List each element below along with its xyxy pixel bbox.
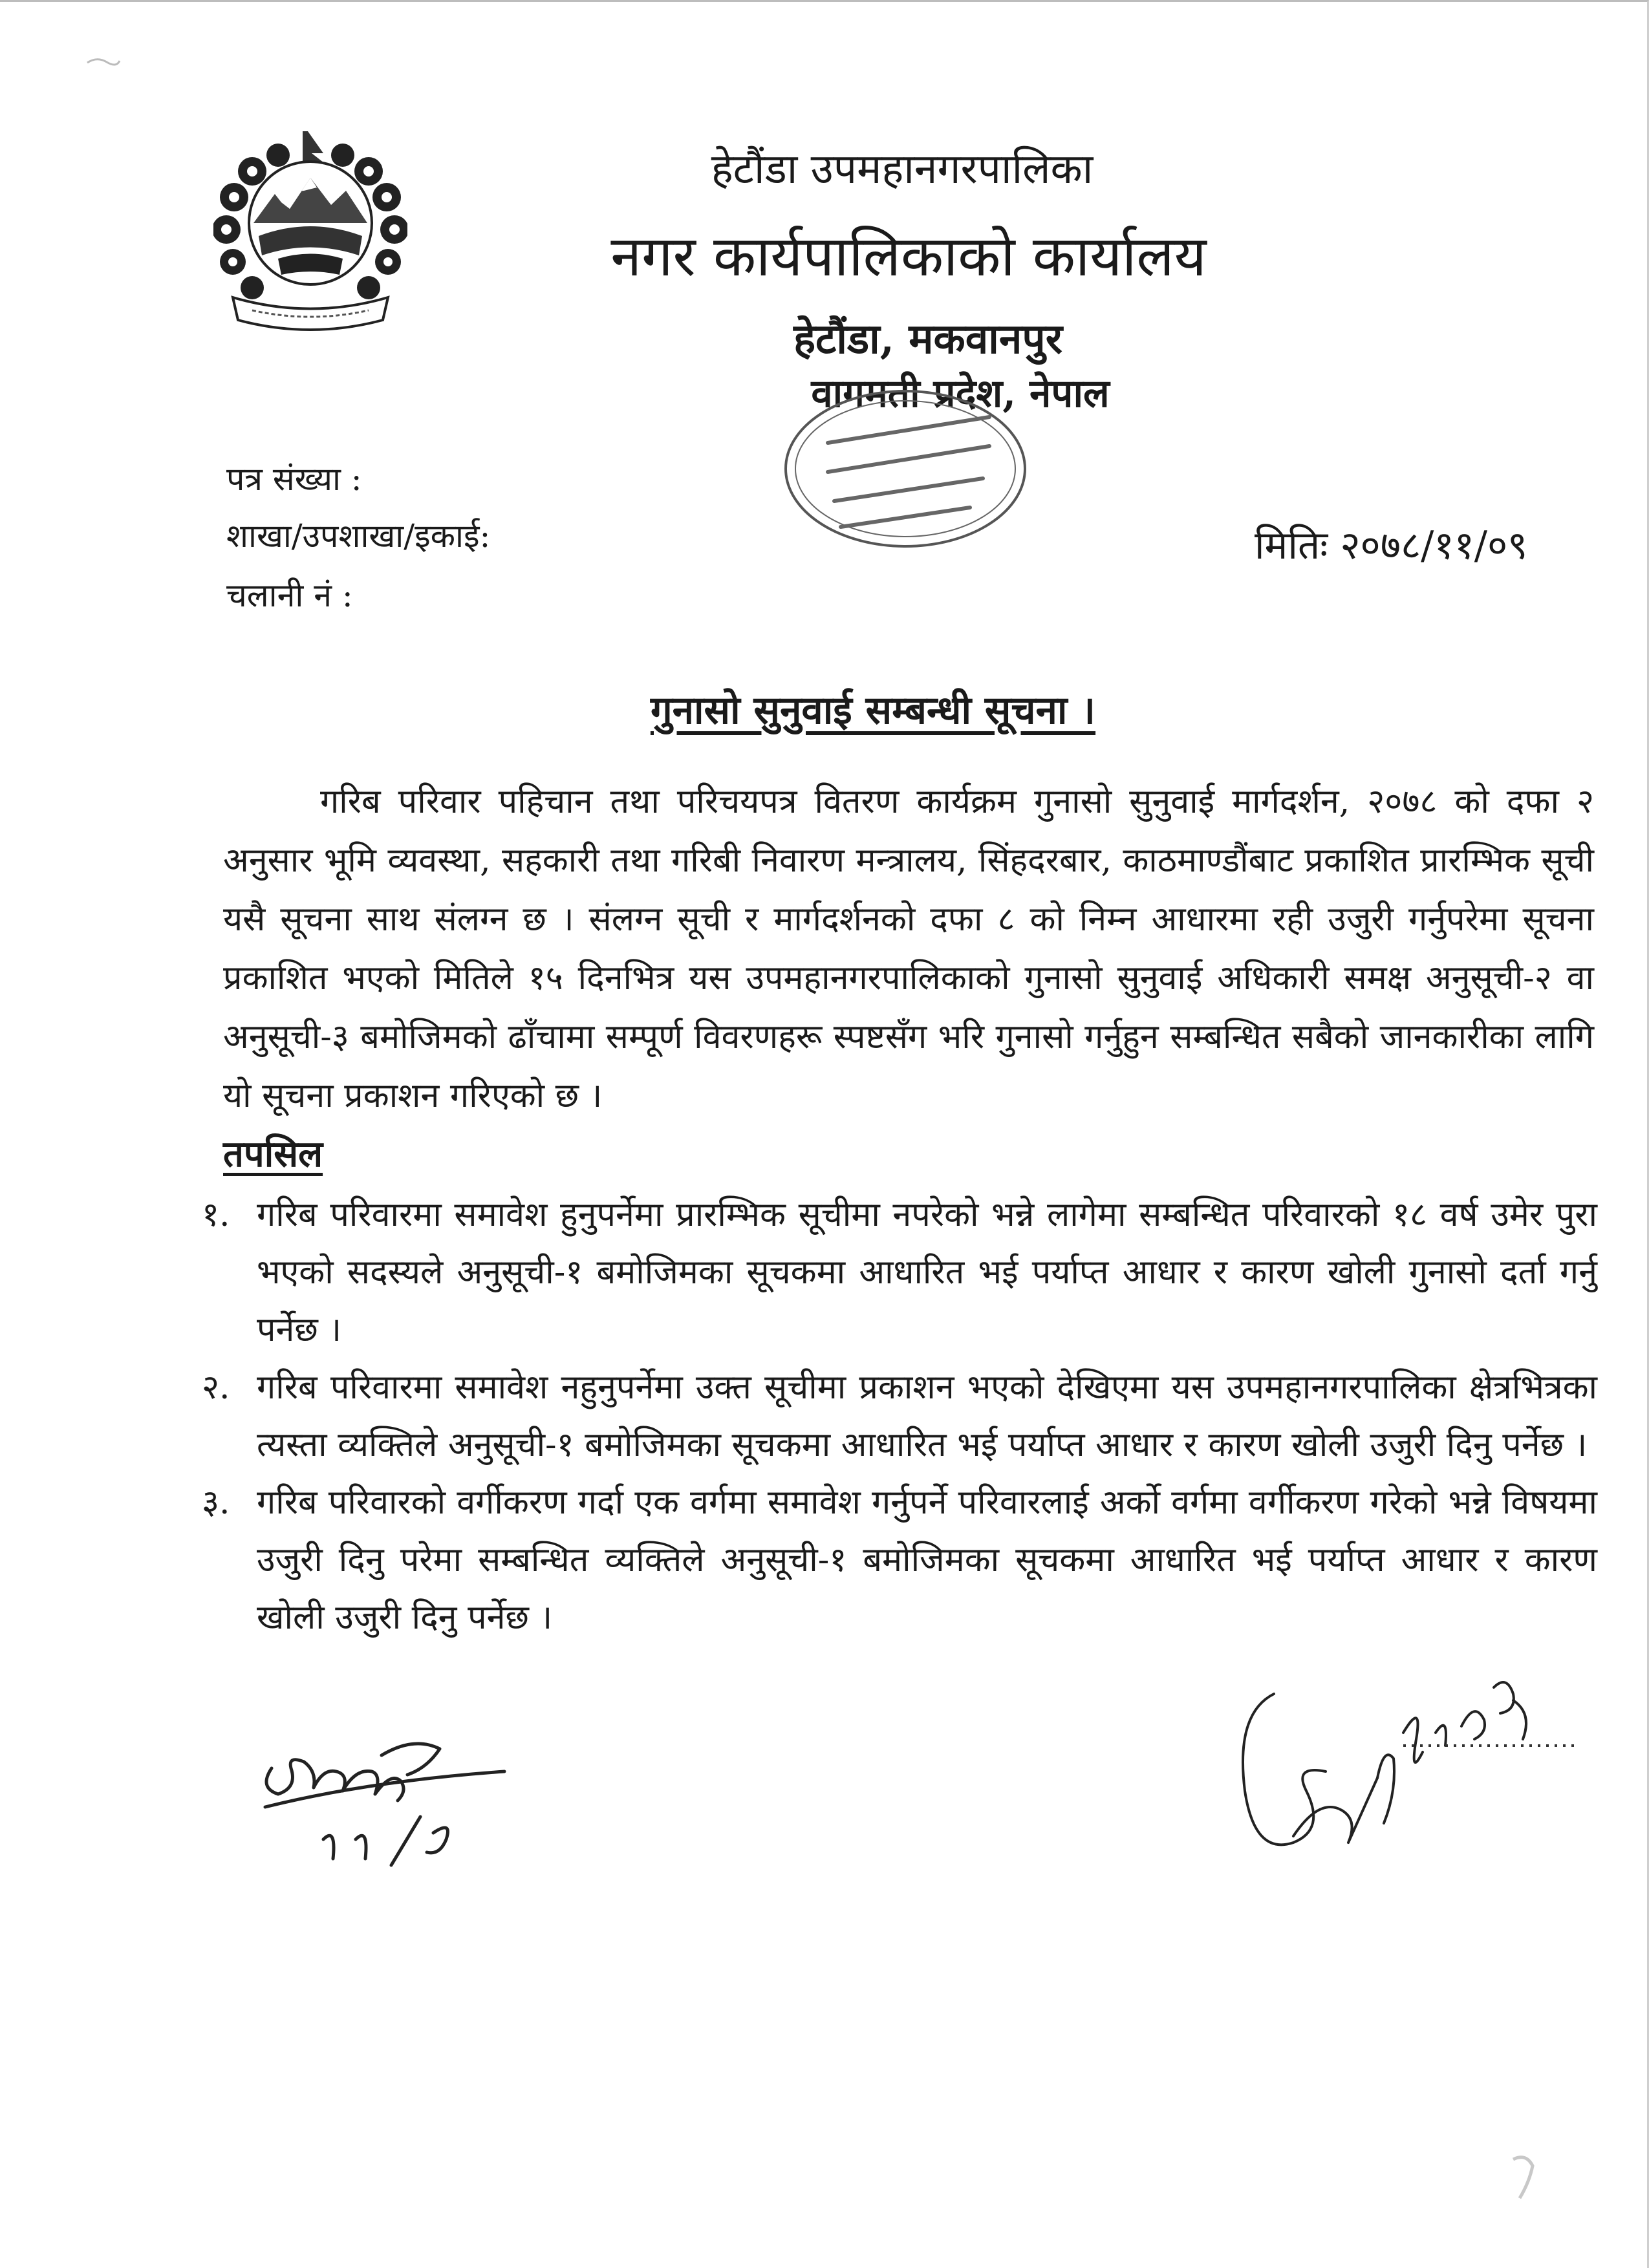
paper-speck xyxy=(84,53,123,72)
office-address-city: हेटौंडा, मकवानपुर xyxy=(793,315,1062,363)
details-item-text: गरिब परिवारमा समावेश हुनुपर्नेमा प्रारम्भिक सूचीमा नपरेको भन्ने लागेमा सम्बन्धित परिवारको १८ वर्ष उमेर पुरा भएको सदस्यले अनुसूची-१ बमोजिमका सूचकमा आधारित भई पर्याप्त आधार र कारण खोली गुनासो दर्ता गर्नु पर्नेछ । xyxy=(257,1195,1597,1349)
office-name: नगर कार्यपालिकाको कार्यालय xyxy=(610,224,1207,289)
details-heading: तपसिल xyxy=(223,1133,323,1175)
notice-title-text: गुनासो सुनुवाई सम्बन्धी सूचना । xyxy=(650,688,1096,733)
left-signature-initials xyxy=(252,1710,524,1904)
right-signature xyxy=(1229,1662,1591,1894)
dispatch-number-label: चलानी नं : xyxy=(226,577,353,614)
details-item-2 xyxy=(202,1359,1597,1474)
details-item-number: १. xyxy=(202,1195,230,1234)
details-item-text: गरिब परिवारमा समावेश नहुनुपर्नेमा उक्त सूचीमा प्रकाशन भएको देखिएमा यस उपमहानगरपालिका क्षेत्रभित्रका त्यस्ता व्यक्तिले अनुसूची-१ बमोजिमका सूचकमा आधारित भई पर्याप्त आधार र कारण खोली उजुरी दिनु पर्नेछ । xyxy=(257,1368,1597,1464)
notice-date: मितिः २०७८/११/०९ xyxy=(1255,523,1528,568)
details-list xyxy=(202,1186,1597,1647)
branch-label: शाखा/उपशाखा/इकाई: xyxy=(226,517,491,555)
notice-title xyxy=(0,682,1649,735)
details-item-1 xyxy=(202,1186,1597,1359)
notice-body: गरिब परिवार पहिचान तथा परिचयपत्र वितरण कार्यक्रम गुनासो सुनुवाई मार्गदर्शन, २०७८ को दफा २ अनुसार भूमि व्यवस्था, सहकारी तथा गरिबी निवारण मन्त्रालय, सिंहदरबार, काठमाण्डौंबाट प्रकाशित प्रारम्भिक सूची यसै सूचना साथ संलग्न छ । संलग्न सूची र मार्गदर्शनको दफा ८ को निम्न आधारमा रही उजुरी गर्नुपरेमा सूचना प्रकाशित भएको मितिले १५ दिनभित्र यस उपमहानगरपालिकाको गुनासो सुनुवाई अधिकारी समक्ष अनुसूची-२ वा अनुसूची-३ बमोजिमको ढाँचामा सम्पूर्ण विवरणहरू स्पष्टसँग भरि गुनासो गर्नुहुन सम्बन्धित सबैको जानकारीका लागि यो सूचना प्रकाशन गरिएको छ । xyxy=(223,782,1594,1115)
letter-number-label: पत्र संख्या : xyxy=(226,460,362,498)
office-address-province: वागमती प्रदेश, नेपाल xyxy=(811,371,1110,416)
details-item-3 xyxy=(202,1474,1597,1647)
details-item-number: ३. xyxy=(202,1483,230,1522)
office-seal-stamp xyxy=(776,381,1035,556)
details-item-number: २. xyxy=(202,1368,230,1407)
municipality-name: हेटौंडा उपमहानगरपालिका xyxy=(711,145,1094,193)
details-item-text: गरिब परिवारको वर्गीकरण गर्दा एक वर्गमा समावेश गर्नुपर्ने परिवारलाई अर्को वर्गमा वर्गीकरण गरेको भन्ने विषयमा उजुरी दिनु परेमा सम्बन्धित व्यक्तिले अनुसूची-१ बमोजिमका सूचकमा आधारित भई पर्याप्त आधार र कारण खोली उजुरी दिनु पर्नेछ । xyxy=(257,1483,1597,1637)
corner-ink-mark xyxy=(1507,2153,1546,2205)
